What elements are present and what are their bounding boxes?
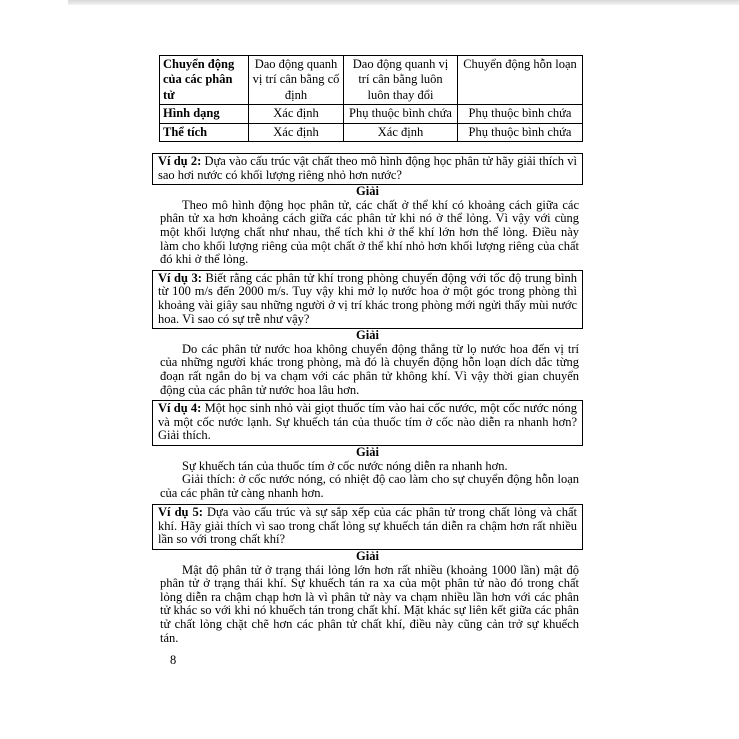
top-edge-bar [68, 0, 739, 5]
example-4-solution-explanation: Giải thích: ở cốc nước nóng, có nhiệt độ cao làm cho sự chuyển động hỗn loạn của các phân tử càng nhanh hơn. [160, 472, 579, 500]
table-cell: Phụ thuộc bình chứa [344, 105, 458, 123]
example-2-label: Ví dụ 2: [158, 154, 202, 169]
table-header-row [160, 56, 583, 105]
table-header-gas: Chuyển động hỗn loạn [458, 56, 583, 105]
example-2-box [152, 153, 583, 185]
example-5-question: Dựa vào cấu trúc và sự sắp xếp của các phân tử trong chất lỏng và chất khí. Hãy giải thích vì sao trong chất lỏng sự khuếch tán diễn ra chậm hơn rất nhiều lần so với trong chất khí? [158, 505, 577, 547]
table-cell: Xác định [344, 123, 458, 141]
example-3-solution: Do các phân tử nước hoa không chuyển động thẳng từ lọ nước hoa đến vị trí của những người khác trong phòng, mà đó là chuyển động hỗn loạn dích dắc từng đoạn rất ngắn do bị va chạm với các phân tử không khí. Vì vậy thời gian chuyển động của các phân tử nước hoa lâu hơn. [160, 341, 579, 397]
example-3-box [152, 270, 583, 329]
table-header-solid: Dao động quanh vị trí cân bằng cố định [249, 56, 344, 105]
solution-heading: Giải [356, 549, 379, 564]
example-4-solution: Sự khuếch tán của thuốc tím ở cốc nước nóng diễn ra nhanh hơn. [182, 458, 508, 473]
example-5-solution: Mật độ phân tử ở trạng thái lỏng lớn hơn rất nhiều (khoảng 1000 lần) mật độ phân tử ở trạng thái khí. Sự khuếch tán ra xa của một phân tử nào đó trong chất lỏng diễn ra chậm chạp hơn là vì phân tử này va chạm nhiều lần hơn với các phân tử khác so với khi nó khuếch tán trong chất khí. Mặt khác sự liên kết giữa các phân tử chất lỏng chặt chẽ hơn các phân tử chất khí, điều này cũng cản trở sự khuếch tán. [160, 562, 579, 645]
document-page [152, 55, 583, 668]
example-2-solution: Theo mô hình động học phân tử, các chất ở thể khí có khoảng cách giữa các phân tử xa hơn khoảng cách giữa các phân tử khi nó ở thể lỏng. Vì vậy với cùng một khối lượng chất như nhau, thể tích khi ở thể khí lớn hơn thể lỏng. Điều này làm cho khối lượng riêng của một chất ở thể khí nhỏ hơn khối lượng riêng của chất đó khi ở thể lỏng. [160, 197, 579, 267]
table-row [160, 123, 583, 141]
example-5-label: Ví dụ 5: [158, 505, 203, 520]
solution-heading: Giải [356, 444, 379, 459]
example-4-box [152, 400, 583, 446]
example-3-question: Biết rằng các phân tử khí trong phòng chuyển động với tốc độ trung bình từ 100 m/s đến 2000 m/s. Tuy vậy khi mở lọ nước hoa ở một góc trong phòng thì khoảng vài giây sau những người ở vị trí khác trong phòng mới ngửi thấy mùi nước hoa. Vì sao có sự trễ như vậy? [158, 270, 577, 326]
table-cell: Xác định [249, 123, 344, 141]
table-cell: Phụ thuộc bình chứa [458, 105, 583, 123]
table-cell: Xác định [249, 105, 344, 123]
table-header-liquid: Dao động quanh vị trí cân bằng luôn luôn thay đổi [344, 56, 458, 105]
row-label-volume: Thể tích [160, 123, 249, 141]
table-row [160, 105, 583, 123]
row-label-shape: Hình dạng [160, 105, 249, 123]
molecule-states-table [159, 55, 583, 142]
solution-heading: Giải [356, 328, 379, 343]
page-number: 8 [170, 653, 177, 668]
example-2-question: Dựa vào cấu trúc vật chất theo mô hình động học phân tử hãy giải thích vì sao hơi nước có khối lượng riêng nhỏ hơn nước? [158, 154, 577, 182]
example-4-question: Một học sinh nhỏ vài giọt thuốc tím vào hai cốc nước, một cốc nước nóng và một cốc nước lạnh. Sự khuếch tán của thuốc tím ở cốc nào diễn ra nhanh hơn? Giải thích. [158, 401, 577, 443]
example-4-label: Ví dụ 4: [158, 401, 202, 416]
table-header-motion: Chuyển động của các phân tử [160, 56, 249, 105]
table-cell: Phụ thuộc bình chứa [458, 123, 583, 141]
example-3-label: Ví dụ 3: [158, 270, 202, 285]
solution-heading: Giải [356, 184, 379, 199]
example-5-box [152, 504, 583, 550]
